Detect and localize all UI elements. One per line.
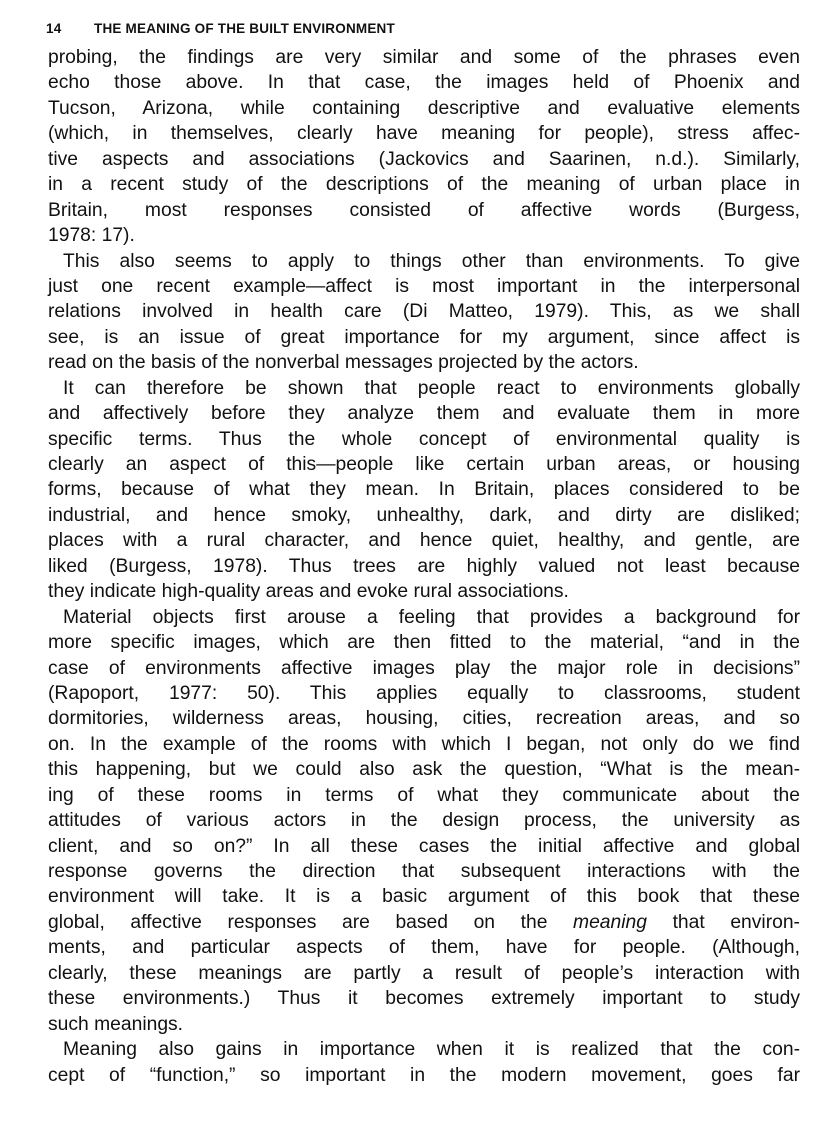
paragraph [48,376,800,605]
text-line: ing of these rooms in terms of what they communicate about the [48,784,800,806]
text-line: Britain, most responses consisted of affective words (Burgess, [48,199,800,221]
text-line: places with a rural character, and hence quiet, healthy, and gentle, are [48,530,800,552]
paragraph [48,45,800,249]
text-line: tive aspects and associations (Jackovics and Saarinen, n.d.). Similarly, [48,148,800,170]
text-line: see, is an issue of great importance for my argument, since affect is [48,326,800,348]
text-line: clearly, these meanings are partly a result of people’s interaction with [48,962,800,984]
emphasis: meaning [573,911,647,933]
text-line: It can therefore be shown that people react to environments globally [63,377,800,399]
running-header [46,21,395,36]
text-line [48,910,800,935]
text-line: on. In the example of the rooms with which I began, not only do we find [48,733,800,755]
body-text [48,45,800,1088]
text-line: This also seems to apply to things other than environments. To give [63,250,800,272]
page-number: 14 [46,21,62,36]
text-line: Material objects first arouse a feeling that provides a background for [63,606,800,628]
text-segment: global, affective responses are based on the [48,911,574,933]
text-line: more specific images, which are then fitted to the material, “and in the [48,632,800,654]
text-line: in a recent study of the descriptions of the meaning of urban place in [48,174,800,196]
text-line: relations involved in health care (Di Matteo, 1979). This, as we shall [48,301,800,323]
text-line: just one recent example—affect is most important in the interpersonal [48,275,800,297]
text-line: Meaning also gains in importance when it is realized that the con- [63,1039,800,1061]
paragraph [48,605,800,1037]
text-line: (Rapoport, 1977: 50). This applies equally to classrooms, student [48,682,800,704]
running-title: THE MEANING OF THE BUILT ENVIRONMENT [94,21,395,36]
text-line: probing, the findings are very similar and some of the phrases even [48,47,800,68]
text-line: dormitories, wilderness areas, housing, cities, recreation areas, and so [48,708,800,730]
text-segment: that environ- [646,911,800,933]
text-line: these environments.) Thus it becomes extremely important to study [48,988,800,1010]
text-line: Tucson, Arizona, while containing descriptive and evaluative elements [48,97,800,119]
text-line: and affectively before they analyze them and evaluate them in more [48,403,800,425]
text-line: 1978: 17). [48,225,135,247]
text-line: (which, in themselves, clearly have meaning for people), stress affec- [48,123,800,145]
text-line: specific terms. Thus the whole concept of environmental quality is [48,428,800,450]
text-line: liked (Burgess, 1978). Thus trees are highly valued not least because [48,555,800,577]
text-line: environment will take. It is a basic argument of this book that these [48,886,800,908]
text-line: industrial, and hence smoky, unhealthy, dark, and dirty are disliked; [48,504,800,526]
text-line: read on the basis of the nonverbal messages projected by the actors. [48,352,639,374]
text-line: cept of “function,” so important in the modern movement, goes far [48,1064,800,1086]
text-line: echo those above. In that case, the images held of Phoenix and [48,72,800,94]
text-line: this happening, but we could also ask the question, “What is the mean- [48,759,800,781]
text-line: client, and so on?” In all these cases the initial affective and global [48,835,800,857]
text-line: such meanings. [48,1013,184,1035]
text-line: case of environments affective images play the major role in decisions” [48,657,800,679]
text-line: they indicate high-quality areas and evoke rural associations. [48,581,569,603]
text-line: clearly an aspect of this—people like certain urban areas, or housing [48,454,800,475]
paragraph [48,249,800,376]
text-line: forms, because of what they mean. In Britain, places considered to be [48,479,800,501]
text-line: response governs the direction that subsequent interactions with the [48,861,800,882]
text-line: attitudes of various actors in the design process, the university as [48,810,800,832]
text-line: ments, and particular aspects of them, have for people. (Although, [48,937,800,959]
paragraph [48,1037,800,1088]
